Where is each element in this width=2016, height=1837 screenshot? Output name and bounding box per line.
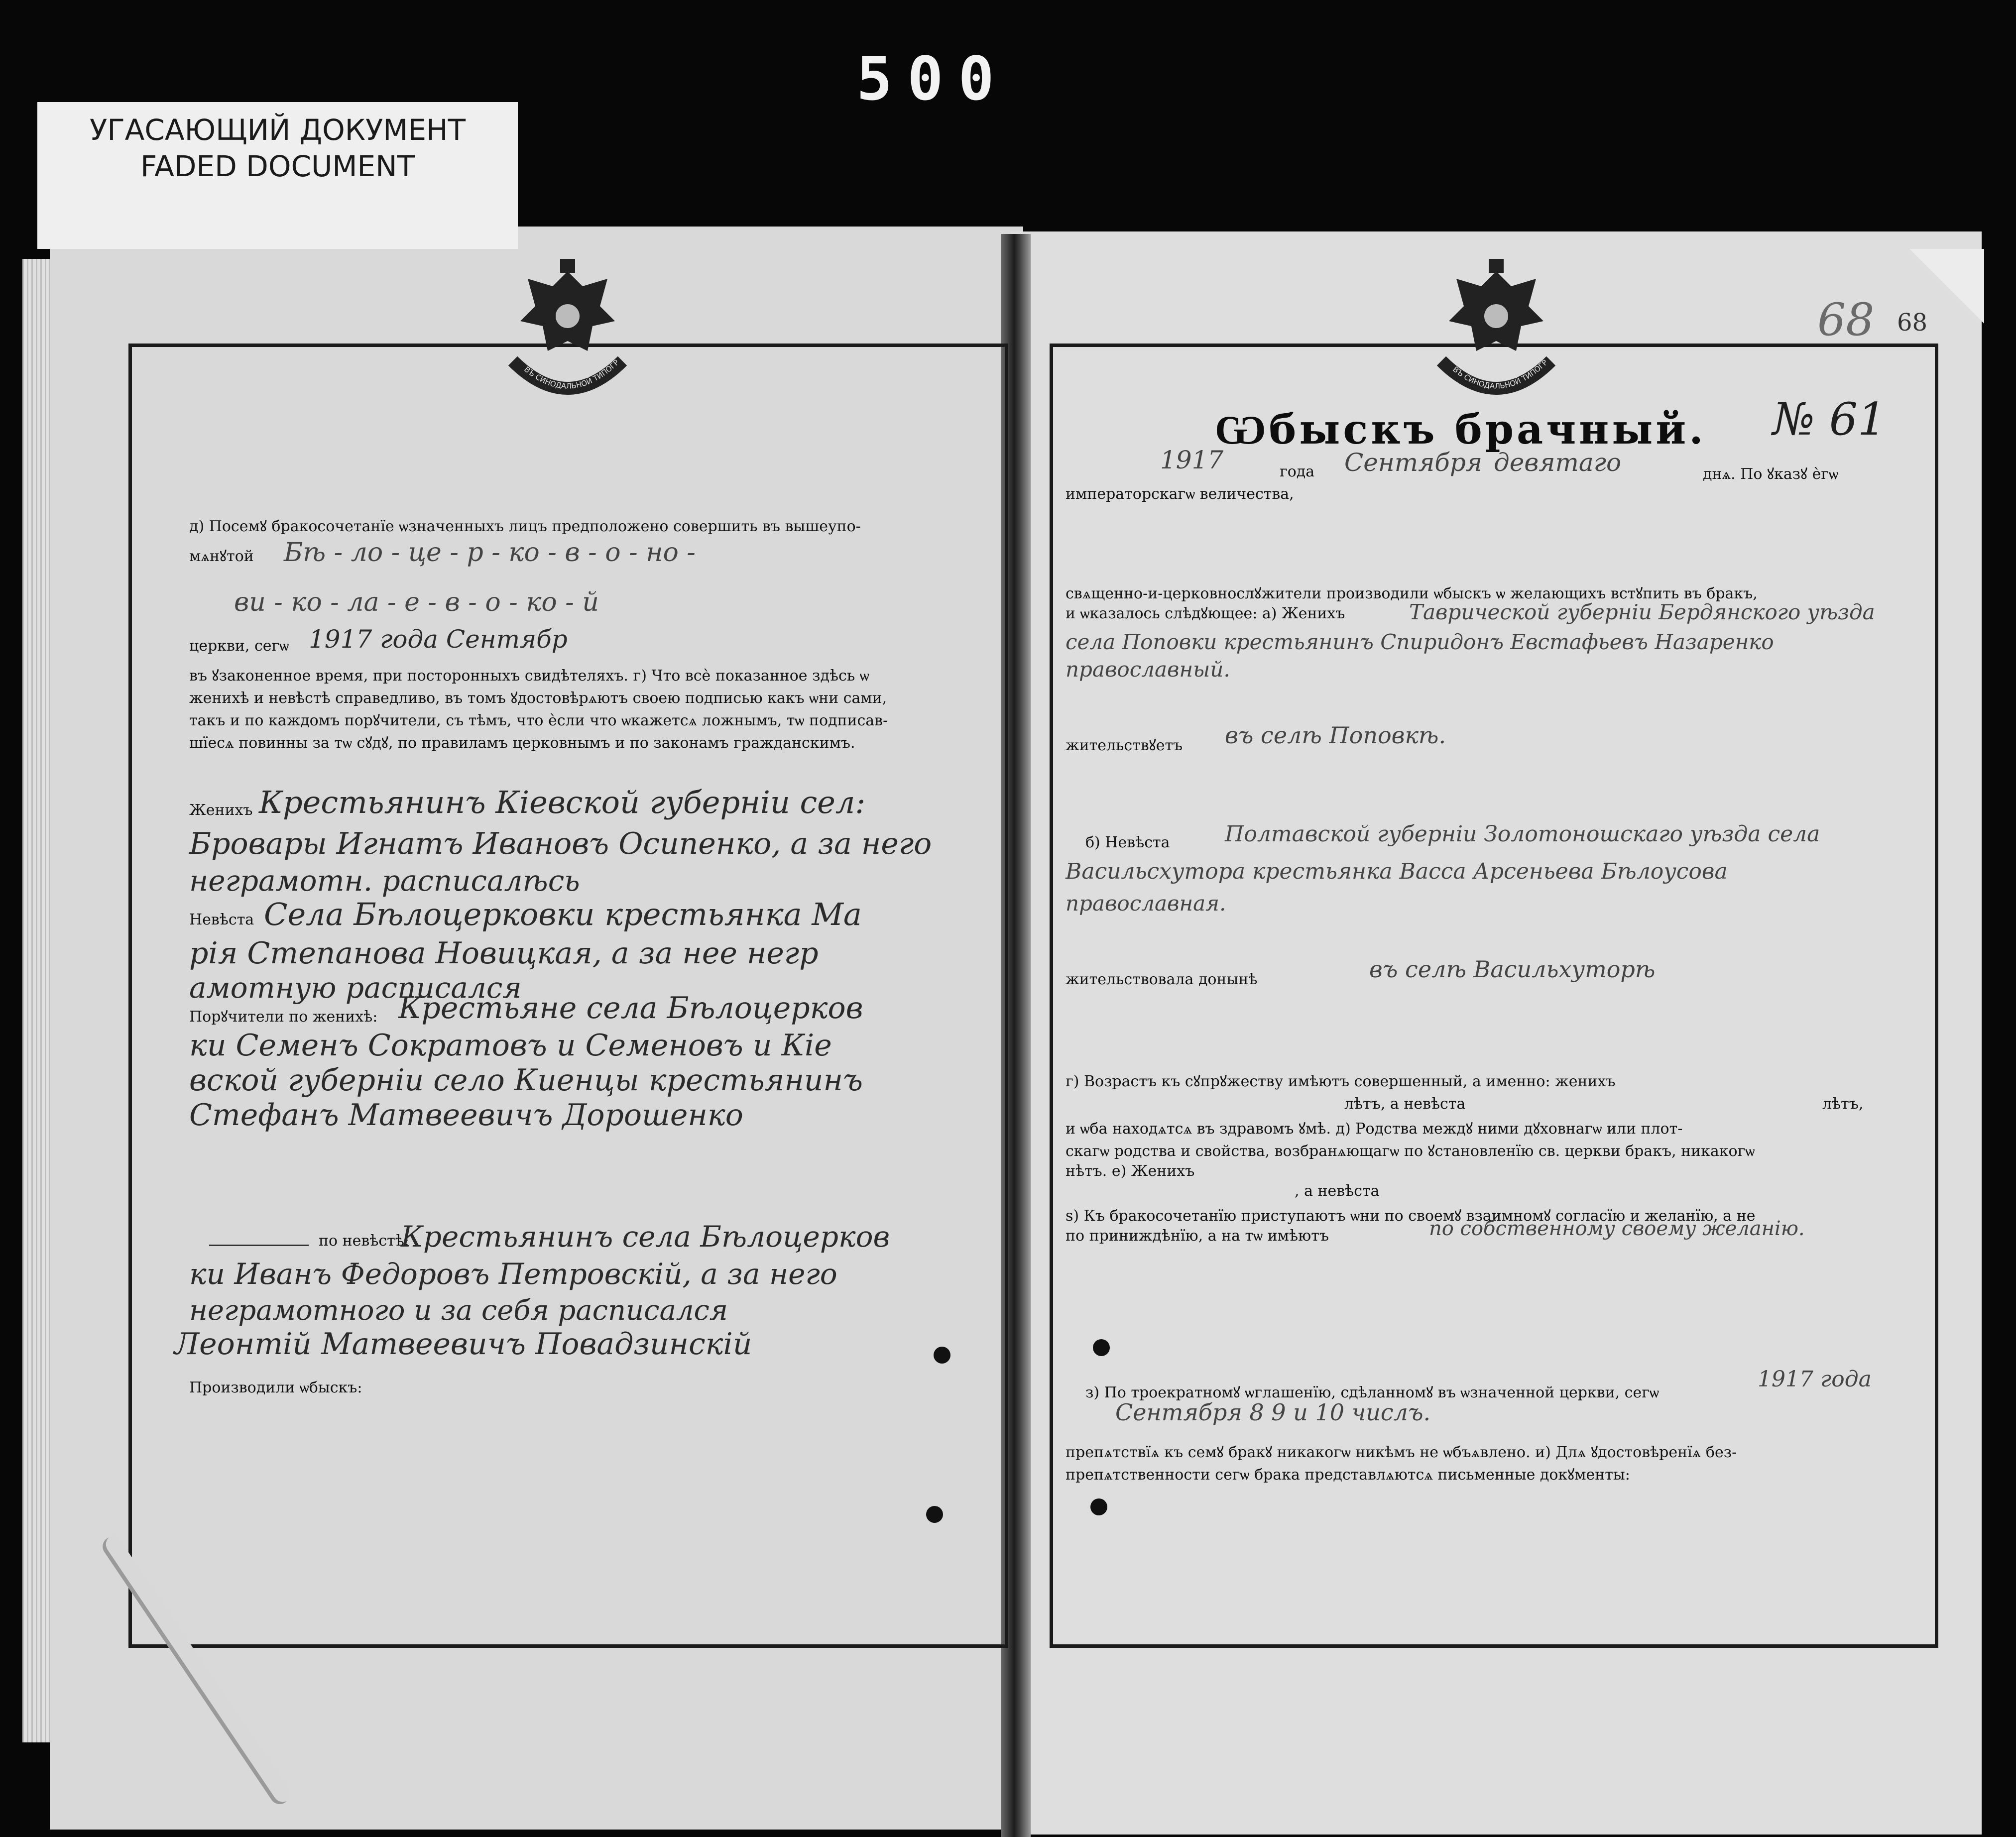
left-groom-1: Крестьянинъ Кіевской губерніи сел:: [259, 784, 866, 820]
right-banns-line1: з) По троекратномꙋ ѡглашенїю, сдѣланномꙋ въ ѡзначенной церкви, сегѡ: [1085, 1384, 1659, 1401]
left-bride-2: рія Степанова Новицкая, а за нее негр: [189, 936, 819, 971]
left-bride-1: Села Бѣлоцерковки крестьянка Ма: [264, 896, 862, 932]
binding-hole: [1093, 1339, 1110, 1356]
left-church-name-2: ви - ко - ла - е - в - о - ко - й: [234, 587, 599, 617]
right-consent-line1: ѕ) Къ бракосочетанїю приступаютъ ѡни по своемꙋ взаимномꙋ согласїю и желанїю, а не: [1066, 1207, 1756, 1225]
left-guarantor-bride-4: Леонтій Матвеевичъ Повадзинскій: [174, 1327, 752, 1362]
right-groom-2: села Поповки крестьянинъ Спиридонъ Евстафьевъ Назаренко: [1066, 630, 1774, 654]
binding-hole: [926, 1506, 943, 1523]
faded-document-label: [37, 102, 518, 249]
faded-label-ru: УГАСАЮЩИЙ ДОКУМЕНТ: [89, 113, 466, 147]
left-guarantor-groom-2: ки Семенъ Сократовъ и Семеновъ и Кіе: [189, 1028, 832, 1063]
left-item-d-line2: мѧнꙋтой: [189, 548, 254, 565]
right-groom-3: православный.: [1066, 657, 1230, 682]
frame-number: 500: [856, 45, 1009, 114]
binding-hole: [934, 1347, 950, 1364]
left-guarantors-groom-label: Порꙋчители по женихѣ:: [189, 1008, 378, 1026]
left-groom-label: Женихъ: [189, 802, 253, 819]
right-consent-line2: по приниждѣнїю, а на тѡ имѣютъ: [1066, 1227, 1329, 1245]
right-clergy-line2: и ѡказалось слѣдꙋющее: а) Женихъ: [1066, 605, 1345, 622]
right-health-line: и ѡба находѧтсѧ въ здравомъ ꙋмѣ. д) Родства междꙋ ними дꙋховнагѡ или плот-: [1066, 1120, 1683, 1138]
left-dash: [209, 1245, 309, 1246]
left-guarantor-bride-1: Крестьянинъ села Бѣлоцерков: [401, 1220, 890, 1254]
right-bride-short: , а невѣста: [1295, 1182, 1380, 1200]
right-groom-resides-label: жительствꙋетъ: [1066, 737, 1183, 754]
right-year-line-end: днѧ. По ꙋказꙋ ѐгѡ: [1703, 465, 1839, 483]
right-bride-2: Васильсхутора крестьянка Васса Арсеньева Бѣлоусова: [1066, 859, 1728, 884]
left-guarantor-groom-4: Стефанъ Матвеевичъ Дорошенко: [189, 1098, 743, 1133]
left-bride-3: амотную расписался: [189, 971, 522, 1005]
left-groom-3: неграмотн. расписалѣсь: [189, 864, 580, 898]
svg-text:ВЪ СИНОДАЛЬНОЙ ТИПОГРАФІИ: ВЪ СИНОДАЛЬНОЙ ТИПОГР: [1451, 357, 1549, 391]
left-groom-2: Бровары Игнатъ Ивановъ Осипенко, а за него: [189, 826, 932, 861]
right-majesty: императорскагѡ величества,: [1066, 485, 1294, 503]
record-title: Ѡбыскъ брачный.: [1215, 406, 1706, 454]
right-goda: года: [1280, 463, 1315, 480]
page-number-handwritten: 68: [1817, 294, 1875, 346]
right-clergy-line1: свѧщенно-и-церковнослꙋжители производили ѡбыскъ ѡ желающихъ встꙋпить въ бракъ,: [1066, 585, 1758, 602]
left-guarantors-bride-label: по невѣстѣ:: [319, 1232, 409, 1250]
page-number-printed: 68: [1897, 309, 1928, 337]
binding-hole: [1090, 1498, 1107, 1515]
left-law-line2: женихѣ и невѣстѣ справедливо, въ томъ ꙋдостовѣрѧютъ своею подписью какъ ѡни сами,: [189, 689, 887, 707]
right-impediment-line2: препѧтственности сегѡ брака представлѧютсѧ письменные докꙋменты:: [1066, 1466, 1630, 1484]
imperial-eagle-emblem-left: [493, 251, 642, 406]
left-item-d-line1: д) Посемꙋ бракосочетанїе ѡзначенныхъ лицъ предположено совершить въ вышеупо-: [189, 518, 861, 535]
right-groom-1: Таврической губерніи Бердянского уѣзда: [1409, 600, 1875, 624]
right-age-line1: г) Возрастъ къ сꙋпрꙋжеству имѣютъ совершенный, а именно: женихъ: [1066, 1073, 1616, 1090]
left-search-by-label: Производили ѡбыскъ:: [189, 1379, 362, 1396]
left-church-date: 1917 года Сентябр: [309, 625, 568, 654]
right-banns-dates: Сентября 8 9 и 10 числъ.: [1115, 1399, 1431, 1426]
left-guarantor-groom-1: Крестьяне села Бѣлоцерков: [398, 991, 863, 1026]
right-banns-year: 1917 года: [1758, 1367, 1872, 1392]
left-church-name-1: Бѣ - ло - це - р - ко - в - о - но -: [284, 538, 696, 568]
right-net-line: нѣтъ. е) Женихъ: [1066, 1162, 1195, 1180]
right-day: девятаго: [1494, 448, 1622, 477]
right-age-line2-end: лѣтъ,: [1822, 1095, 1864, 1113]
left-guarantor-groom-3: вской губерніи село Киенцы крестьянинъ: [189, 1063, 863, 1098]
imperial-eagle-emblem-right: [1422, 251, 1571, 406]
left-church-line: церкви, сегѡ: [189, 637, 289, 655]
faded-label-en: FADED DOCUMENT: [140, 149, 415, 183]
left-law-line3: такъ и по каждомъ порꙋчители, съ тѣмъ, что ѐсли что ѡкажетсѧ ложнымъ, тѡ подписав-: [189, 712, 888, 729]
left-guarantor-bride-3: неграмотного и за себя расписался: [189, 1294, 728, 1327]
left-law-line1: въ ꙋзаконенное время, при посторонныхъ свидѣтеляхъ. г) Что всѐ показанное здѣсь ѡ: [189, 667, 869, 685]
right-groom-residence: въ селѣ Поповкѣ.: [1225, 722, 1446, 749]
right-bride-label: б) Невѣста: [1085, 834, 1170, 851]
right-consent: по собственному своему желанію.: [1429, 1217, 1805, 1240]
right-bride-3: православная.: [1066, 891, 1226, 916]
left-guarantor-bride-2: ки Иванъ Федоровъ Петровскій, а за него: [189, 1257, 837, 1291]
right-month: Сентября: [1344, 448, 1482, 477]
right-kin-line: скагѡ родства и свойства, возбранѧющагѡ по ꙋстановленїю св. церкви бракъ, никакогѡ: [1066, 1143, 1755, 1160]
right-bride-1: Полтавской губерніи Золотоношскаго уѣзда села: [1225, 821, 1820, 847]
right-year: 1917: [1160, 446, 1224, 474]
right-age-line2: лѣтъ, а невѣста: [1344, 1095, 1466, 1113]
right-impediment-line1: препѧтствїѧ къ семꙋ бракꙋ никакогѡ никѣмъ не ѡбъѧвлено. и) Длѧ ꙋдостовѣренїѧ без-: [1066, 1444, 1737, 1461]
right-bride-residence: въ селѣ Васильхуторѣ: [1369, 956, 1656, 983]
record-number: № 61: [1773, 393, 1887, 446]
svg-text:ВЪ СИНОДАЛЬНОЙ ТИПОГРАФІИ: ВЪ СИНОДАЛЬНОЙ ТИПОГР: [522, 357, 621, 391]
right-bride-resided-label: жительствовала донынѣ: [1066, 971, 1258, 988]
left-bride-label: Невѣста: [189, 911, 254, 928]
left-law-line4: шїесѧ повинны за тѡ сꙋдꙋ, по правиламъ церковнымъ и по законамъ гражданскимъ.: [189, 734, 855, 752]
